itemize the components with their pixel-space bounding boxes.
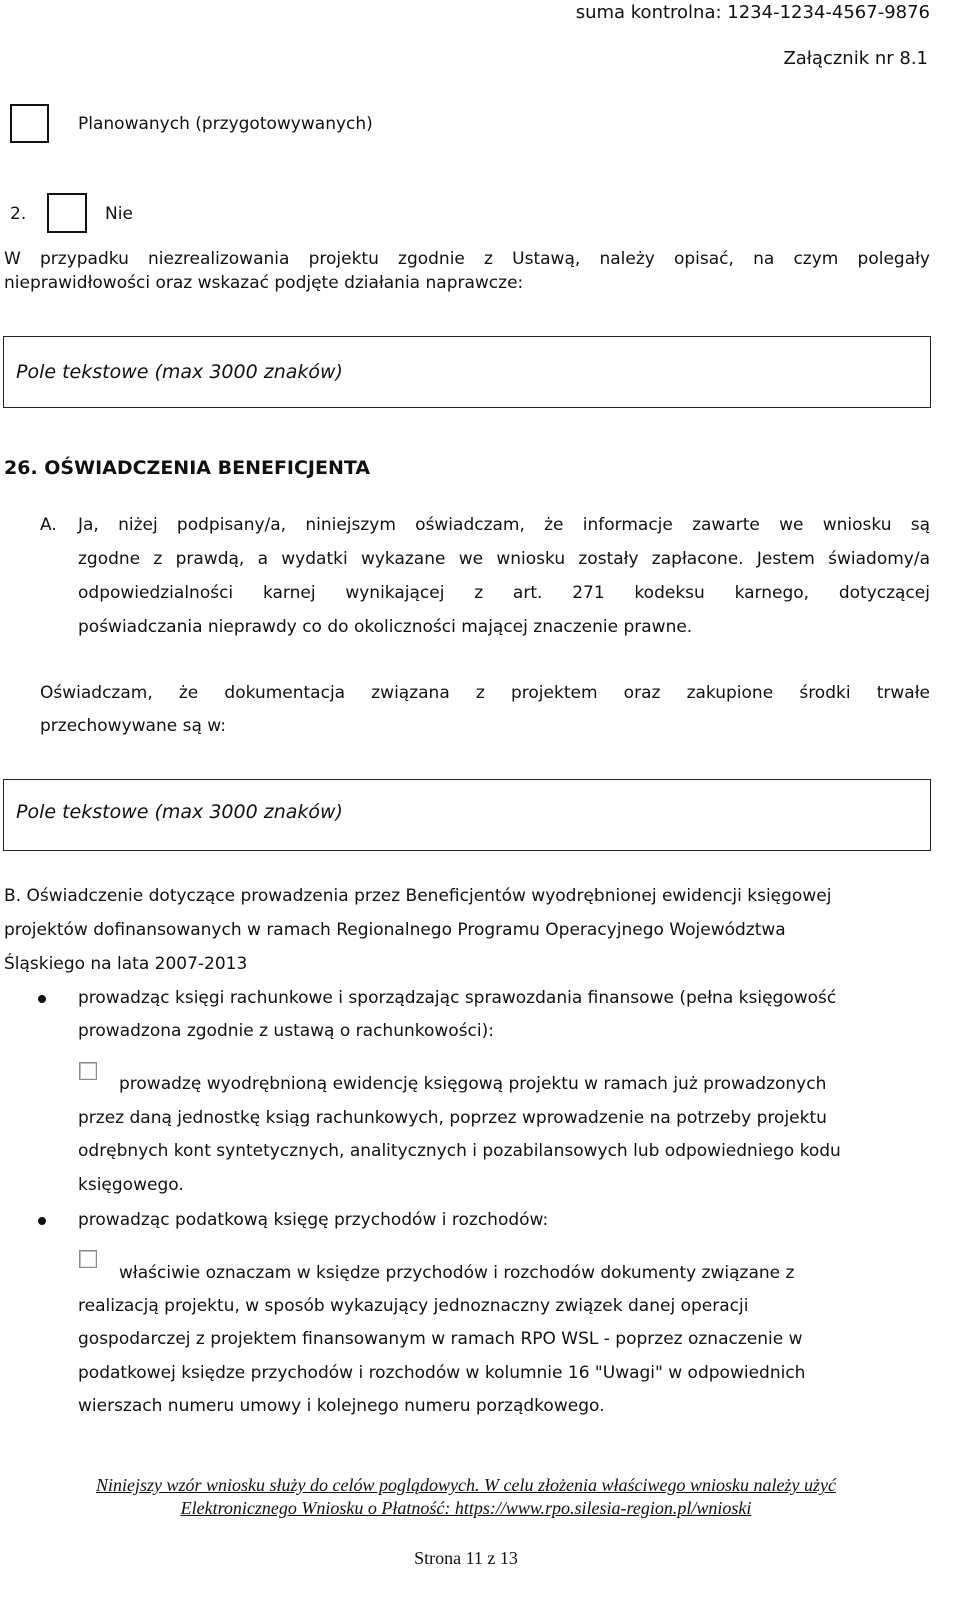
statement-a-label: A.	[40, 515, 57, 535]
bullet2-line: prowadząc podatkową księgę przychodów i rozchodów:	[78, 1210, 549, 1230]
bullet-1	[38, 995, 46, 1003]
storage-location-placeholder: Pole tekstowe (max 3000 znaków)	[16, 801, 343, 823]
tax-book-checkbox[interactable]	[79, 1250, 97, 1268]
storage-line2: przechowywane są w:	[40, 716, 226, 736]
statement-a-line3: odpowiedzialności karnej wynikającej z art. 271 kodeksu karnego, dotyczącej	[78, 583, 930, 603]
full-accounting-checkbox[interactable]	[79, 1062, 97, 1080]
statement-b-line3: Śląskiego na lata 2007-2013	[4, 954, 248, 974]
check1-line2: przez daną jednostkę ksiąg rachunkowych, poprzez wprowadzenie na potrzeby projektu	[78, 1108, 827, 1128]
footer-link-line[interactable]: Elektronicznego Wniosku o Płatność: https://www.rpo.silesia-region.pl/wnioski	[180, 1498, 752, 1518]
non-realization-line1: W przypadku niezrealizowania projektu zgodnie z Ustawą, należy opisać, na czym polegały	[4, 249, 930, 269]
bullet-2	[38, 1217, 46, 1225]
check1-line1: prowadzę wyodrębnioną ewidencję księgową projektu w ramach już prowadzonych	[119, 1074, 827, 1094]
check2-line5: wierszach numeru umowy i kolejnego numeru porządkowego.	[78, 1396, 605, 1416]
planned-checkbox[interactable]	[10, 104, 49, 143]
storage-line1: Oświadczam, że dokumentacja związana z projektem oraz zakupione środki trwałe	[40, 683, 930, 703]
page-number: Strona 11 z 13	[414, 1548, 518, 1568]
statement-a-line1: Ja, niżej podpisany/a, niniejszym oświadczam, że informacje zawarte we wniosku są	[78, 515, 930, 535]
check2-line3: gospodarczej z projektem finansowanym w ramach RPO WSL - poprzez oznaczenie w	[78, 1329, 803, 1349]
statement-b-line2: projektów dofinansowanych w ramach Regionalnego Programu Operacyjnego Województwa	[4, 920, 786, 940]
no-label: Nie	[105, 204, 133, 224]
corrective-actions-placeholder: Pole tekstowe (max 3000 znaków)	[16, 361, 343, 383]
corrective-actions-field[interactable]	[3, 336, 931, 408]
bullet1-line2: prowadzona zgodnie z ustawą o rachunkowości):	[78, 1021, 494, 1041]
no-checkbox[interactable]	[47, 193, 87, 233]
non-realization-line2: nieprawidłowości oraz wskazać podjęte działania naprawcze:	[4, 273, 524, 293]
item2-number: 2.	[10, 204, 27, 224]
checksum-text: suma kontrolna: 1234-1234-4567-9876	[575, 2, 930, 23]
check2-line4: podatkowej księdze przychodów i rozchodów w kolumnie 16 "Uwagi" w odpowiednich	[78, 1363, 806, 1383]
check2-line1: właściwie oznaczam w księdze przychodów i rozchodów dokumenty związane z	[119, 1263, 795, 1283]
statement-a-line2: zgodne z prawdą, a wydatki wykazane we wniosku zostały zapłacone. Jestem świadomy/a	[78, 549, 930, 569]
storage-location-field[interactable]	[3, 779, 931, 851]
check1-line4: księgowego.	[78, 1175, 184, 1195]
statement-b-line1: B. Oświadczenie dotyczące prowadzenia przez Beneficjentów wyodrębnionej ewidencji księgowej	[4, 886, 832, 906]
check1-line3: odrębnych kont syntetycznych, analitycznych i pozabilansowych lub odpowiedniego kodu	[78, 1141, 841, 1161]
attachment-label: Załącznik nr 8.1	[783, 48, 928, 69]
check2-line2: realizacją projektu, w sposób wykazujący jednoznaczny związek danej operacji	[78, 1296, 749, 1316]
section-heading: 26. OŚWIADCZENIA BENEFICJENTA	[4, 457, 371, 479]
footer-note-line1: Niniejszy wzór wniosku służy do celów poglądowych. W celu złożenia właściwego wniosku należy użyć	[96, 1475, 836, 1495]
statement-a-line4: poświadczania nieprawdy co do okoliczności mającej znaczenie prawne.	[78, 617, 693, 637]
planned-label: Planowanych (przygotowywanych)	[78, 114, 373, 134]
bullet1-line1: prowadząc księgi rachunkowe i sporządzając sprawozdania finansowe (pełna księgowość	[78, 988, 837, 1008]
